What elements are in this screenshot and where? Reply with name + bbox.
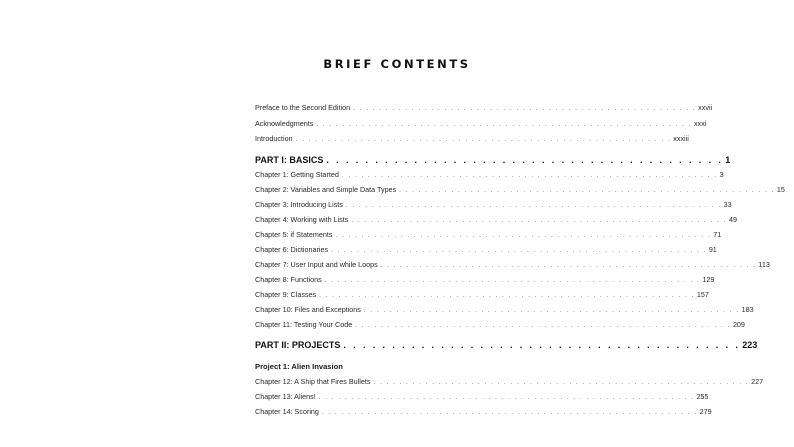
toc-entry-acknowledgments[interactable] bbox=[255, 119, 707, 130]
toc-entry-page: 113 bbox=[758, 260, 770, 269]
dot-leader: . . . . . . . . . . . . . . . . . . . . . . . . . . . . . . . . . . . . . . . . . . . . . . . . . . . . . . . . . . bbox=[380, 263, 757, 269]
dot-leader: . . . . . . . . . . . . . . . . . . . . . . . . . . . . . . . . . . . . . . . . . . . . . . . . . . . . . . . . . . bbox=[363, 308, 740, 314]
toc-part-projects[interactable] bbox=[255, 339, 758, 351]
dot-leader: . . . . . . . . . . . . . . . . . . . . . . . . . . . . . . . . . . . . . . . . . . . . . . . . . . . . . . . . . . bbox=[295, 137, 672, 143]
toc-entry-label: Chapter 7: User Input and while Loops bbox=[255, 260, 378, 269]
toc-entry-label: Chapter 11: Testing Your Code bbox=[255, 320, 353, 329]
dot-leader: . . . . . . . . . . . . . . . . . . . . . . . . . . . . . . . . . . . . . . . . . . . . . . . . . . . . . . . . . . bbox=[399, 188, 775, 194]
toc-entry-chapter-8[interactable] bbox=[255, 275, 715, 286]
dot-leader: . . . . . . . . . . . . . . . . . . . . . . . . . . . . . . . . . . . . . . . . . . . . . . . . . . . . . bbox=[353, 106, 697, 112]
dot-leader: . . . . . . . . . . . . . . . . . . . . . . . . . . . . . . . . . . . . . . . . . . . . . . . . . . . . . . . . . . bbox=[324, 278, 701, 284]
toc-entry-chapter-3[interactable] bbox=[255, 200, 732, 211]
toc-entry-label: Chapter 10: Files and Exceptions bbox=[255, 305, 361, 314]
dot-leader: . . . . . . . . . . . . . . . . . . . . . . . . . . . . . . . . . . . . . . . . . . . . . . . . . . . . . . . . . . bbox=[331, 248, 707, 254]
toc-entry-chapter-9[interactable] bbox=[255, 290, 709, 301]
dot-leader: . . . . . . . . . . . . . . . . . . . . . . . . . . . . . . . . . . . . . . . . . . . . . . . . . . . . . . . . . . bbox=[373, 380, 750, 386]
toc-entry-chapter-11[interactable] bbox=[255, 320, 745, 331]
toc-part-page: 223 bbox=[742, 340, 758, 350]
toc-entry-label: Chapter 3: Introducing Lists bbox=[255, 200, 343, 209]
toc-entry-label: Chapter 9: Classes bbox=[255, 290, 317, 299]
toc-part-label: PART II: PROJECTS bbox=[255, 340, 341, 350]
dot-leader: . . . . . . . . . . . . . . . . . . . . . . . . . . . . . . . . . . . . . . . . . bbox=[326, 155, 724, 165]
toc-entry-page: 15 bbox=[776, 185, 785, 194]
toc-entry-label: Acknowledgments bbox=[255, 119, 314, 128]
toc-entry-label: Introduction bbox=[255, 134, 293, 143]
toc-entry-chapter-4[interactable] bbox=[255, 215, 738, 226]
toc-entry-chapter-5[interactable] bbox=[255, 230, 722, 241]
toc-entry-label: Chapter 5: if Statements bbox=[255, 230, 333, 239]
toc-entry-page: 227 bbox=[751, 377, 764, 386]
toc-entry-chapter-10[interactable] bbox=[255, 305, 754, 316]
toc-entry-page: 129 bbox=[702, 275, 715, 284]
dot-leader: . . . . . . . . . . . . . . . . . . . . . . . . . . . . . . . . . . . . . . . . . . . . . . . . . . . . . . . . . . bbox=[351, 218, 728, 224]
toc-entry-preface[interactable] bbox=[255, 103, 713, 114]
toc-entry-page: 49 bbox=[729, 215, 738, 224]
toc-entry-page: 3 bbox=[719, 170, 724, 179]
dot-leader: . . . . . . . . . . . . . . . . . . . . . . . . . . . . . . . . . . . . . . . . . . . . . . . . . . . . . . . . . . bbox=[318, 395, 695, 401]
toc-entry-page: 33 bbox=[723, 200, 732, 209]
toc-part-page: 1 bbox=[725, 155, 731, 165]
toc-entry-page: 157 bbox=[696, 290, 709, 299]
page-title: BRIEF CONTENTS bbox=[323, 57, 471, 71]
toc-entry-page: xxxiii bbox=[673, 134, 689, 143]
toc-part-label: PART I: BASICS bbox=[255, 155, 324, 165]
toc-entry-chapter-13[interactable] bbox=[255, 392, 709, 403]
toc-entry-page: 71 bbox=[713, 230, 722, 239]
toc-entry-label: Chapter 2: Variables and Simple Data Types bbox=[255, 185, 397, 194]
toc-entry-chapter-7[interactable] bbox=[255, 260, 770, 271]
toc-entry-label: Chapter 1: Getting Started bbox=[255, 170, 339, 179]
toc-entry-page: xxxi bbox=[694, 119, 707, 128]
dot-leader: . . . . . . . . . . . . . . . . . . . . . . . . . . . . . . . . . . . . . . . . . . . . . . . . . . . . . . . . . . bbox=[341, 173, 718, 179]
toc-project-heading[interactable]: Project 1: Alien Invasion bbox=[255, 362, 343, 371]
dot-leader: . . . . . . . . . . . . . . . . . . . . . . . . . . . . . . . . . . . . . . . . . . . . . . . . . . . . . . . . . . bbox=[335, 233, 712, 239]
dot-leader: . . . . . . . . . . . . . . . . . . . . . . . . . . . . . . . . . . . . . . . . . . . . . . . . . . . . . . . . . . bbox=[345, 203, 722, 209]
toc-entry-label: Chapter 8: Functions bbox=[255, 275, 322, 284]
toc-entry-chapter-2[interactable] bbox=[255, 185, 785, 196]
dot-leader: . . . . . . . . . . . . . . . . . . . . . . . . . . . . . . . . . . . . . . . . . . . . . . . . . . . . . . . . . . bbox=[316, 122, 693, 128]
dot-leader: . . . . . . . . . . . . . . . . . . . . . . . . . . . . . . . . . . . . . . . . . . . . . . . . . . . . . . . . . . bbox=[355, 323, 731, 329]
toc-entry-label: Chapter 6: Dictionaries bbox=[255, 245, 329, 254]
toc-entry-label: Chapter 14: Scoring bbox=[255, 407, 319, 416]
toc-entry-label: Preface to the Second Edition bbox=[255, 103, 351, 112]
toc-entry-chapter-14[interactable] bbox=[255, 407, 712, 418]
toc-entry-page: 279 bbox=[699, 407, 712, 416]
toc-entry-label: Chapter 13: Aliens! bbox=[255, 392, 316, 401]
toc-entry-page: 209 bbox=[732, 320, 745, 329]
toc-entry-page: 255 bbox=[696, 392, 709, 401]
toc-entry-label: Chapter 12: A Ship that Fires Bullets bbox=[255, 377, 371, 386]
toc-part-basics[interactable] bbox=[255, 154, 731, 166]
dot-leader: . . . . . . . . . . . . . . . . . . . . . . . . . . . . . . . . . . . . . . . . . . . . . . . . . . . . . . . . . . bbox=[321, 410, 698, 416]
toc-entry-chapter-12[interactable] bbox=[255, 377, 764, 388]
toc-entry-page: 91 bbox=[708, 245, 717, 254]
toc-entry-page: xxvii bbox=[698, 103, 713, 112]
toc-entry-chapter-6[interactable] bbox=[255, 245, 717, 256]
toc-entry-introduction[interactable] bbox=[255, 134, 689, 145]
dot-leader: . . . . . . . . . . . . . . . . . . . . . . . . . . . . . . . . . . . . . . . . . bbox=[343, 340, 741, 350]
toc-entry-chapter-1[interactable] bbox=[255, 170, 724, 181]
toc-entry-label: Chapter 4: Working with Lists bbox=[255, 215, 349, 224]
toc-entry-page: 183 bbox=[741, 305, 754, 314]
dot-leader: . . . . . . . . . . . . . . . . . . . . . . . . . . . . . . . . . . . . . . . . . . . . . . . . . . . . . . . . . . bbox=[319, 293, 695, 299]
